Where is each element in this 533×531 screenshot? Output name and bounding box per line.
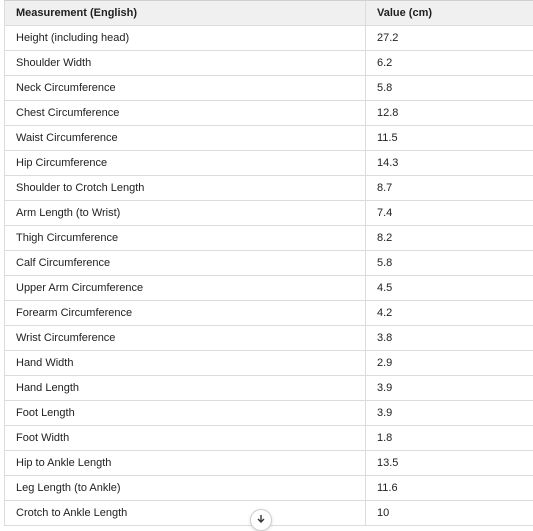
table-row — [5, 451, 533, 476]
measurement-value-cell: 2.9 — [366, 351, 533, 376]
measurement-value-cell: 3.9 — [366, 376, 533, 401]
measurement-value-cell: 6.2 — [366, 51, 533, 76]
measurement-value-cell: 12.8 — [366, 101, 533, 126]
table-row — [5, 76, 533, 101]
measurement-name-cell: Thigh Circumference — [5, 226, 366, 251]
measurement-name-cell: Neck Circumference — [5, 76, 366, 101]
table-row — [5, 151, 533, 176]
measurement-value-cell: 3.9 — [366, 401, 533, 426]
measurement-name-cell: Upper Arm Circumference — [5, 276, 366, 301]
measurement-table — [4, 0, 533, 526]
scroll-down-arrow-icon — [256, 514, 266, 524]
measurement-name-cell: Waist Circumference — [5, 126, 366, 151]
measurement-name-cell: Hand Length — [5, 376, 366, 401]
table-row — [5, 426, 533, 451]
measurement-value-cell: 3.8 — [366, 326, 533, 351]
measurement-name-cell: Shoulder to Crotch Length — [5, 176, 366, 201]
table-row — [5, 101, 533, 126]
measurement-name-cell: Foot Length — [5, 401, 366, 426]
table-row — [5, 126, 533, 151]
table-row — [5, 26, 533, 51]
measurement-value-cell: 4.2 — [366, 301, 533, 326]
measurement-name-cell: Foot Width — [5, 426, 366, 451]
measurement-name-cell: Wrist Circumference — [5, 326, 366, 351]
measurement-name-cell: Hand Width — [5, 351, 366, 376]
table-row — [5, 226, 533, 251]
measurement-value-cell: 7.4 — [366, 201, 533, 226]
table-row — [5, 476, 533, 501]
measurement-value-cell: 8.7 — [366, 176, 533, 201]
table-row — [5, 326, 533, 351]
measurement-value-cell: 4.5 — [366, 276, 533, 301]
table-row — [5, 401, 533, 426]
measurement-name-cell: Height (including head) — [5, 26, 366, 51]
measurement-name-cell: Calf Circumference — [5, 251, 366, 276]
measurement-value-cell: 13.5 — [366, 451, 533, 476]
measurement-value-cell: 14.3 — [366, 151, 533, 176]
scroll-down-button[interactable] — [250, 509, 272, 531]
measurement-value-cell: 27.2 — [366, 26, 533, 51]
measurement-name-cell: Hip Circumference — [5, 151, 366, 176]
measurement-value-cell: 11.6 — [366, 476, 533, 501]
table-row — [5, 176, 533, 201]
table-row — [5, 276, 533, 301]
header-measurement: Measurement (English) — [5, 1, 366, 26]
measurement-name-cell: Chest Circumference — [5, 101, 366, 126]
header-value: Value (cm) — [366, 1, 533, 26]
measurement-name-cell: Arm Length (to Wrist) — [5, 201, 366, 226]
measurement-name-cell: Forearm Circumference — [5, 301, 366, 326]
table-row — [5, 51, 533, 76]
table-row — [5, 251, 533, 276]
measurement-value-cell: 11.5 — [366, 126, 533, 151]
table-row — [5, 301, 533, 326]
measurement-name-cell: Leg Length (to Ankle) — [5, 476, 366, 501]
table-row — [5, 376, 533, 401]
measurement-value-cell: 5.8 — [366, 76, 533, 101]
measurement-name-cell: Hip to Ankle Length — [5, 451, 366, 476]
measurement-value-cell: 8.2 — [366, 226, 533, 251]
measurement-name-cell: Shoulder Width — [5, 51, 366, 76]
measurement-value-cell: 10 — [366, 501, 533, 526]
table-body — [5, 26, 533, 526]
table-row — [5, 201, 533, 226]
measurement-value-cell: 1.8 — [366, 426, 533, 451]
table-row — [5, 351, 533, 376]
measurement-name-cell: Crotch to Ankle Length — [5, 501, 366, 526]
measurement-table-container — [4, 0, 533, 526]
measurement-value-cell: 5.8 — [366, 251, 533, 276]
table-header-row — [5, 1, 533, 26]
